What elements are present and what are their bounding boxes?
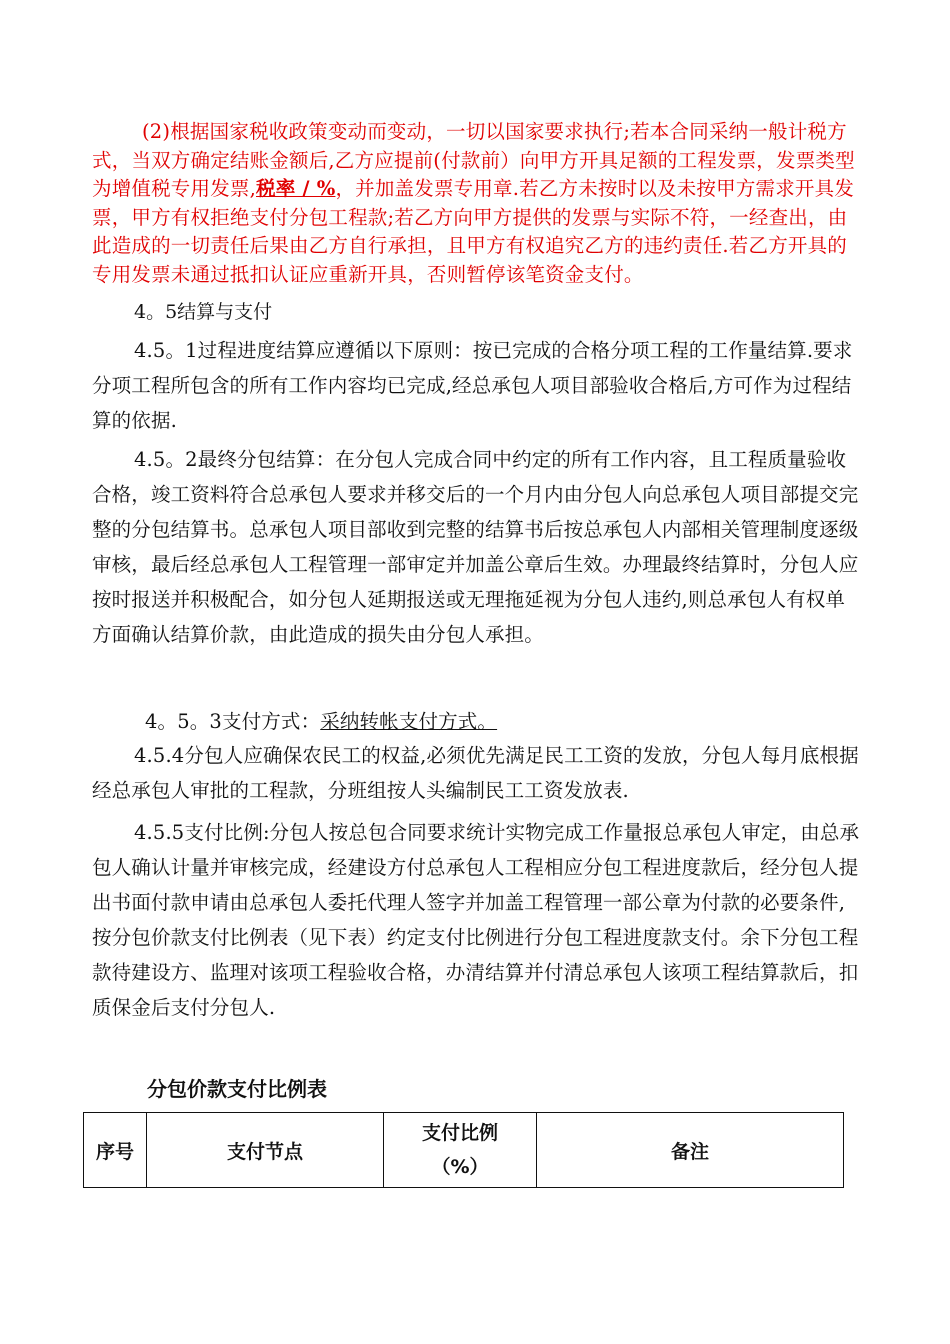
- payment-table-title: 分包价款支付比例表: [147, 1077, 327, 1101]
- header-ratio-line1: 支付比例: [421, 1122, 498, 1144]
- paragraph-4-5-5: [92, 815, 862, 1025]
- paragraph-4-5-2: [92, 442, 862, 652]
- header-remark: 备注: [537, 1113, 844, 1188]
- payment-ratio-table: [83, 1112, 844, 1188]
- paragraph-4-5-3: [145, 704, 865, 739]
- header-ratio: [384, 1113, 537, 1188]
- paragraph-4-5-5-text: 4.5.5支付比例:分包人按总包合同要求统计实物完成工作量报总承包人审定，由总承包人确认计量并审核完成，经建设方付总承包人工程相应分包工程进度款后，经分包人提出书面付款申请由总承包人委托代理人签字并加盖工程管理一部公章为付款的必要条件,按分包价款支付比例表（见下表）约定支付比例进行分包工程进度款支付。余下分包工程款待建设方、监理对该项工程验收合格，办清结算并付清总承包人该项工程结算款后，扣质保金后支付分包人.: [92, 821, 860, 1019]
- tax-rate-label: 税率 / %: [256, 177, 336, 201]
- header-node: 支付节点: [147, 1113, 384, 1188]
- tax-clause-text-1: (2)根据国家税收政策变动而变动，一切以国家要求执行;若本合同采纳一般计税方式，当双方确定结账金额后,乙方应提前(付款前）向甲方开具足额的工程发票，发票类型为增值税专用发票,: [92, 120, 855, 201]
- paragraph-4-5-2-text: 4.5。2最终分包结算：在分包人完成合同中约定的所有工作内容，且工程质量验收合格，竣工资料符合总承包人要求并移交后的一个月内由分包人向总承包人项目部提交完整的分包结算书。总承包人项目部收到完整的结算书后按总承包人内部相关管理制度逐级审核，最后经总承包人工程管理一部审定并加盖公章后生效。办理最终结算时，分包人应按时报送并积极配合，如分包人延期报送或无理拖延视为分包人违约,则总承包人有权单方面确认结算价款，由此造成的损失由分包人承担。: [92, 448, 859, 646]
- paragraph-4-5-1: [92, 333, 862, 438]
- paragraph-4-5-1-text: 4.5。1过程进度结算应遵循以下原则：按已完成的合格分项工程的工作量结算.要求分项工程所包含的所有工作内容均已完成,经总承包人项目部验收合格后,方可作为过程结算的依据.: [92, 339, 853, 432]
- payment-method-value: 采纳转帐支付方式。: [320, 710, 498, 733]
- payment-method-label: 4。5。3支付方式：: [145, 710, 321, 733]
- paragraph-4-5-4-text: 4.5.4分包人应确保农民工的权益,必须优先满足民工工资的发放，分包人每月底根据经总承包人审批的工程款，分班组按人头编制民工工资发放表.: [92, 744, 859, 802]
- section-heading-4-5: 4。5结算与支付: [134, 301, 273, 323]
- table-header-row: [84, 1113, 844, 1188]
- header-seq: 序号: [84, 1113, 147, 1188]
- header-ratio-line2: （%）: [431, 1156, 489, 1178]
- paragraph-4-5-4: [92, 738, 862, 808]
- tax-clause: [92, 118, 864, 290]
- tax-clause-text-2: ，并加盖发票专用章.若乙方未按时以及未按甲方需求开具发票，甲方有权拒绝支付分包工程款;若乙方向甲方提供的发票与实际不符，一经查出，由此造成的一切责任后果由乙方自行承担，且甲方有权追究乙方的违约责任.若乙方开具的专用发票未通过抵扣认证应重新开具，否则暂停该笔资金支付。: [92, 177, 855, 286]
